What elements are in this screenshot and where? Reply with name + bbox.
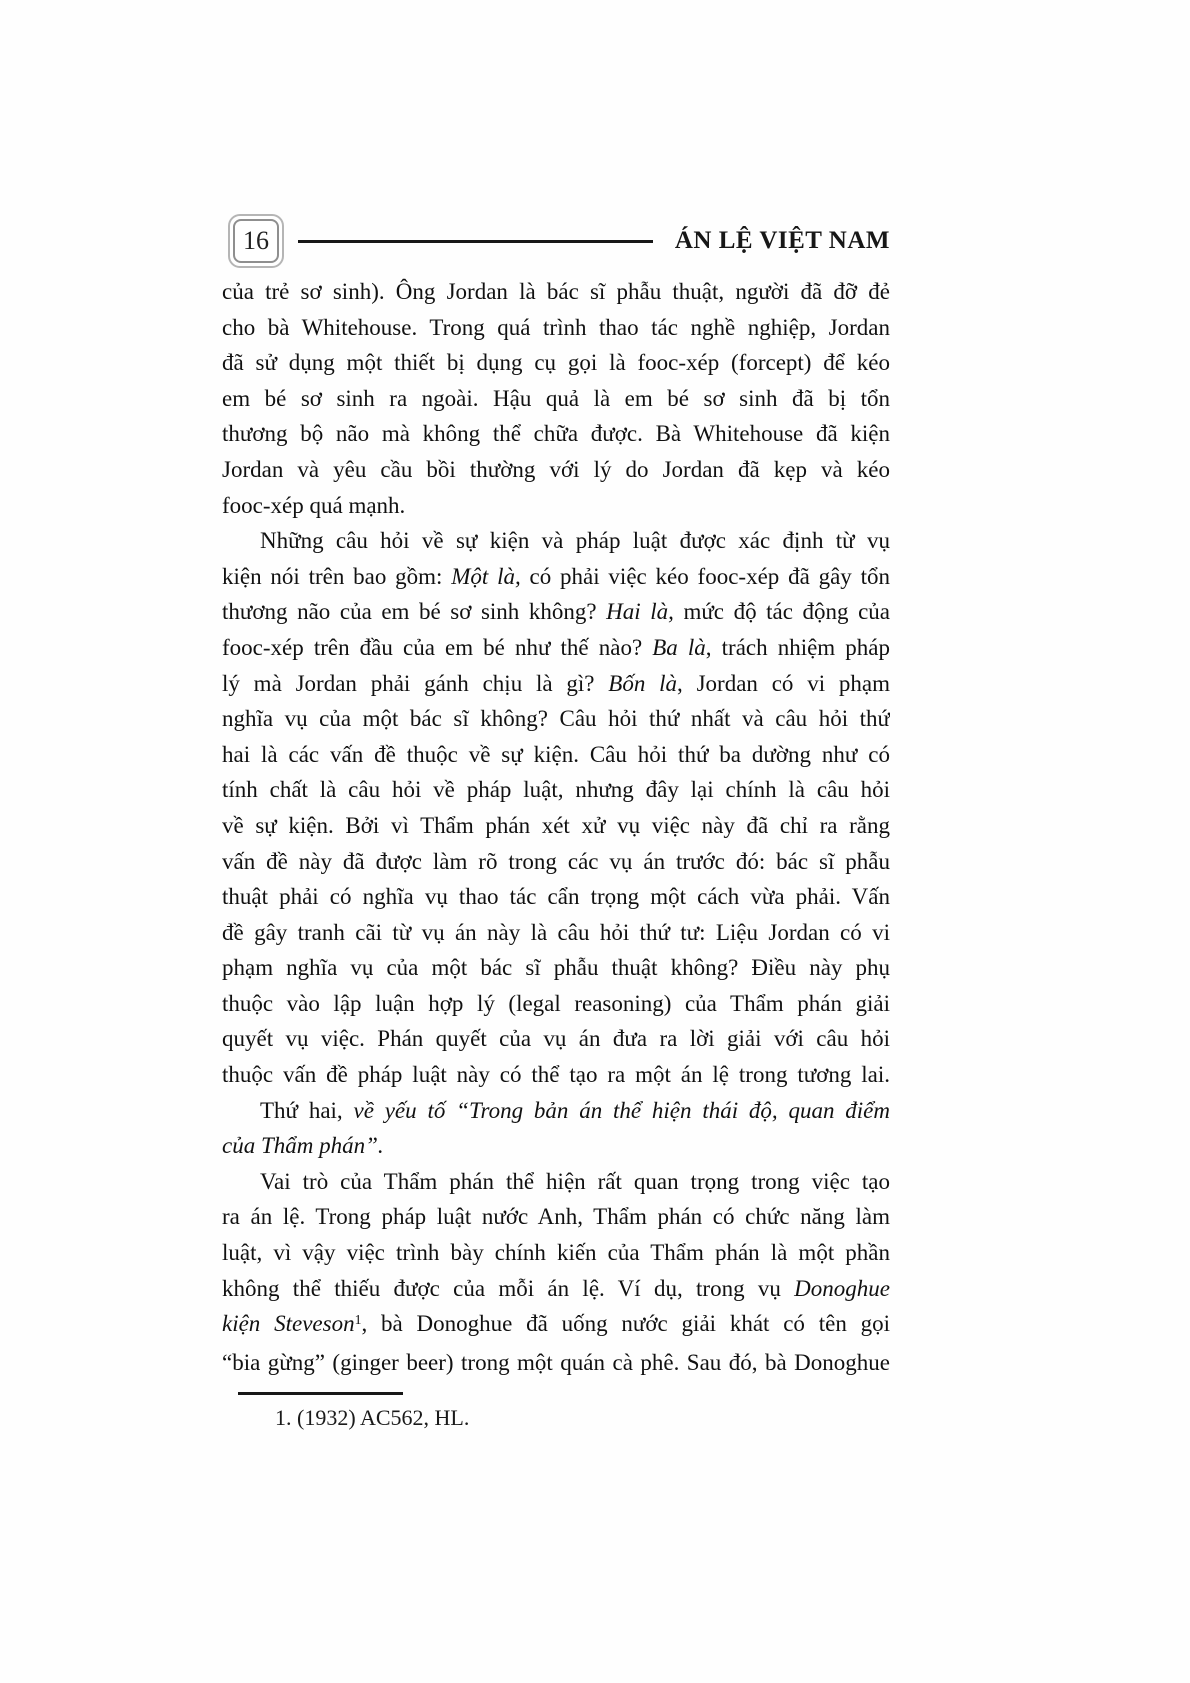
text-line: vấn đề này đã được làm rõ trong các vụ án trước đó: bác sĩ phẫu	[222, 848, 890, 874]
text-line: cho bà Whitehouse. Trong quá trình thao tác nghề nghiệp, Jordan	[222, 314, 890, 340]
text-line: thuộc vấn đề pháp luật này có thể tạo ra một án lệ trong tương lai.	[222, 1062, 890, 1088]
running-head-title: ÁN LỆ VIỆT NAM	[674, 227, 890, 254]
page-body	[222, 274, 890, 1380]
footnote-separator	[238, 1392, 403, 1395]
text-line: “bia gừng” (ginger beer) trong một quán cà phê. Sau đó, bà Donoghue	[222, 1349, 890, 1375]
text-line: em bé sơ sinh ra ngoài. Hậu quả là em bé sơ sinh đã bị tổn	[222, 385, 890, 411]
text-line: của Thẩm phán”.	[222, 1133, 384, 1159]
text-line: Thứ hai, về yếu tố “Trong bản án thể hiện thái độ, quan điểm	[260, 1097, 890, 1123]
text-line: lý mà Jordan phải gánh chịu là gì? Bốn là, Jordan có vi phạm	[222, 670, 890, 696]
text-line: thương não của em bé sơ sinh không? Hai là, mức độ tác động của	[222, 599, 890, 625]
text-line: của trẻ sơ sinh). Ông Jordan là bác sĩ phẫu thuật, người đã đỡ đẻ	[222, 279, 890, 304]
text-line: về sự kiện. Bởi vì Thẩm phán xét xử vụ việc này đã chỉ ra rằng	[222, 812, 890, 838]
text-line: kiện Steveson$^1$, bà Donoghue đã uống nước giải khát có tên gọi	[222, 1311, 890, 1337]
text-line: hai là các vấn đề thuộc về sự kiện. Câu hỏi thứ ba dường như có	[222, 741, 890, 767]
text-line: tính chất là câu hỏi về pháp luật, nhưng đây lại chính là câu hỏi	[222, 777, 890, 803]
text-line: quyết vụ việc. Phán quyết của vụ án đưa ra lời giải với câu hỏi	[222, 1026, 890, 1052]
text-line: đề gây tranh cãi từ vụ án này là câu hỏi thứ tư: Liệu Jordan có vi	[222, 919, 890, 945]
text-line: thuật phải có nghĩa vụ thao tác cẩn trọng một cách vừa phải. Vấn	[222, 884, 890, 910]
text-line: Vai trò của Thẩm phán thể hiện rất quan trọng trong việc tạo	[260, 1168, 890, 1194]
footnote-block	[238, 1392, 890, 1431]
header-rule	[298, 240, 653, 243]
text-line: thuộc vào lập luận hợp lý (legal reasoning) của Thẩm phán giải	[222, 990, 890, 1016]
text-line: Jordan và yêu cầu bồi thường với lý do Jordan đã kẹp và kéo	[222, 456, 890, 482]
text-line: phạm nghĩa vụ của một bác sĩ phẫu thuật không? Điều này phụ	[222, 955, 890, 981]
text-line: luật, vì vậy việc trình bày chính kiến của Thẩm phán là một phần	[222, 1240, 890, 1266]
page-number: 16	[233, 219, 279, 263]
text-line: fooc-xép quá mạnh.	[222, 492, 406, 518]
text-line: fooc-xép trên đầu của em bé như thế nào? Ba là, trách nhiệm pháp	[222, 634, 890, 660]
text-line: ra án lệ. Trong pháp luật nước Anh, Thẩm phán có chức năng làm	[222, 1204, 890, 1230]
text-line: đã sử dụng một thiết bị dụng cụ gọi là fooc-xép (forcept) để kéo	[222, 350, 890, 376]
text-line: Những câu hỏi về sự kiện và pháp luật được xác định từ vụ	[260, 528, 890, 554]
footnote-text: 1. (1932) AC562, HL.	[275, 1405, 470, 1430]
text-line: nghĩa vụ của một bác sĩ không? Câu hỏi thứ nhất và câu hỏi thứ	[222, 706, 890, 732]
text-line: kiện nói trên bao gồm: Một là, có phải việc kéo fooc-xép đã gây tổn	[222, 563, 890, 589]
text-line: không thể thiếu được của mỗi án lệ. Ví dụ, trong vụ Donoghue	[222, 1275, 890, 1301]
page-header	[228, 212, 890, 270]
text-line: thương bộ não mà không thể chữa được. Bà Whitehouse đã kiện	[222, 421, 890, 447]
page-number-badge	[228, 214, 284, 268]
